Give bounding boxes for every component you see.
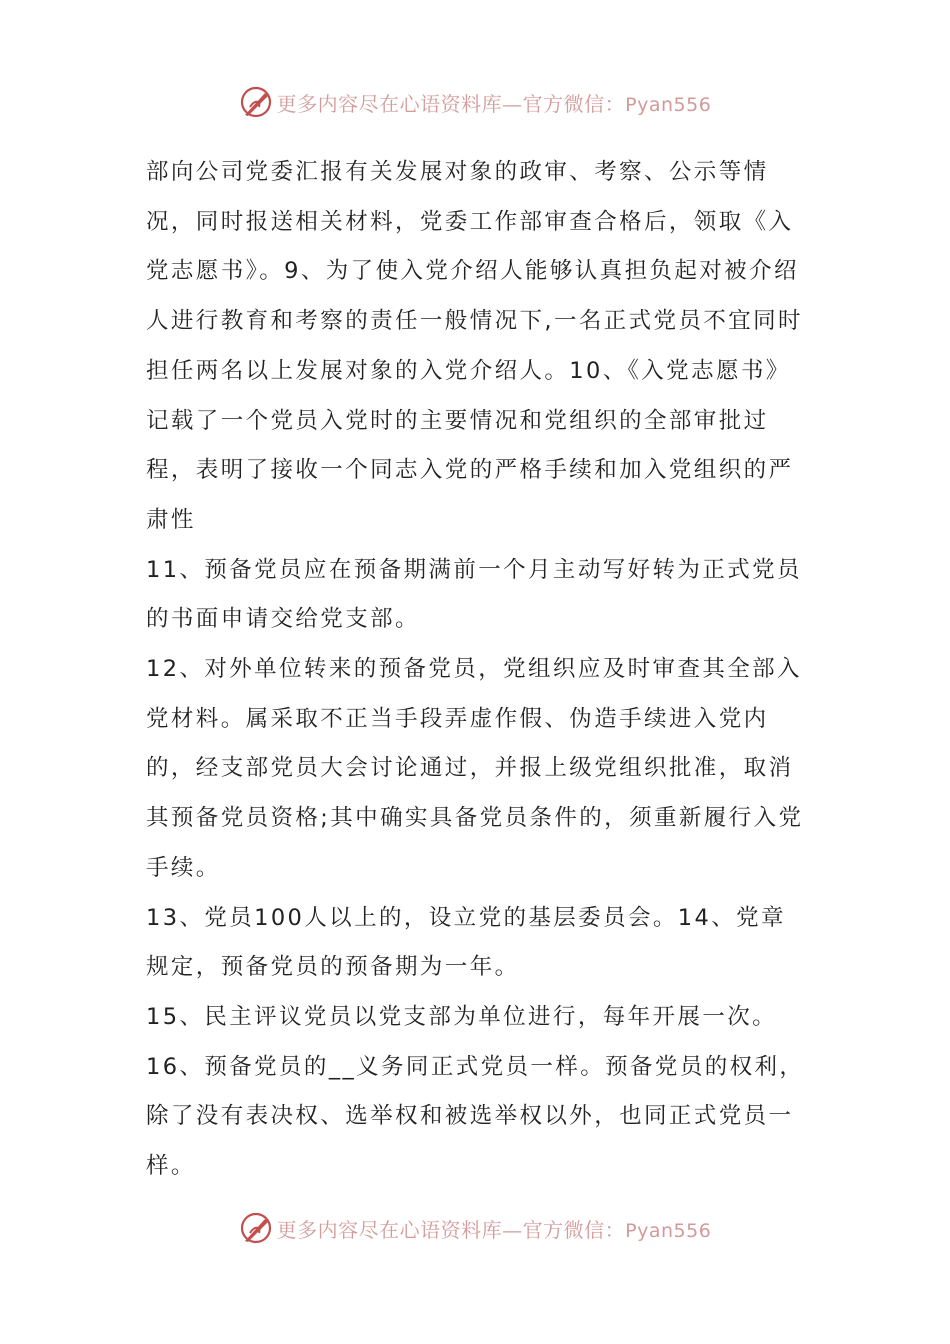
- paragraph: 12、对外单位转来的预备党员，党组织应及时审查其全部入党材料。属采取不正当手段弄虚作假、伪造手续进入党内的，经支部党员大会讨论通过，并报上级党组织批准，取消其预备党员资格;其中确实具备党员条件的，须重新履行入党手续。: [146, 656, 804, 881]
- paragraph: 11、预备党员应在预备期满前一个月主动写好转为正式党员的书面申请交给党支部。: [146, 556, 802, 633]
- banner-label: 更多内容尽在心语资料库—官方微信：: [276, 1217, 626, 1242]
- paragraph: 部向公司党委汇报有关发展对象的政审、考察、公示等情况，同时报送相关材料，党委工作部审查合格后，领取《入党志愿书》。9、为了使入党介绍人能够认真担负起对被介绍人进行教育和考察的责任一般情况下,一名正式党员不宜同时担任两名以上发展对象的入党介绍人。10、《入党志愿书》记载了一个党员入党时的主要情况和党组织的全部审批过程，表明了接收一个同志入党的严格手续和加入党组织的严肃性: [146, 159, 803, 533]
- banner-text: [277, 1214, 712, 1243]
- pen-logo-icon: [239, 85, 273, 119]
- banner-label: 更多内容尽在心语资料库—官方微信：: [276, 91, 626, 116]
- document-body: [146, 148, 810, 1192]
- banner-wechat-id: Pyan556: [625, 93, 712, 116]
- paragraph: 15、民主评议党员以党支部为单位进行，每年开展一次。: [146, 1003, 778, 1030]
- footer-banner: [0, 1208, 950, 1248]
- banner-wechat-id: Pyan556: [625, 1219, 712, 1242]
- paragraph: 16、预备党员的__义务同正式党员一样。预备党员的权利，除了没有表决权、选举权和被选举权以外，也同正式党员一样。: [146, 1053, 805, 1180]
- banner-text: [277, 88, 712, 117]
- paragraph: 13、党员100人以上的，设立党的基层委员会。14、党章规定，预备党员的预备期为一年。: [146, 904, 786, 981]
- pen-logo-icon: [239, 1211, 273, 1245]
- header-banner: [0, 82, 950, 122]
